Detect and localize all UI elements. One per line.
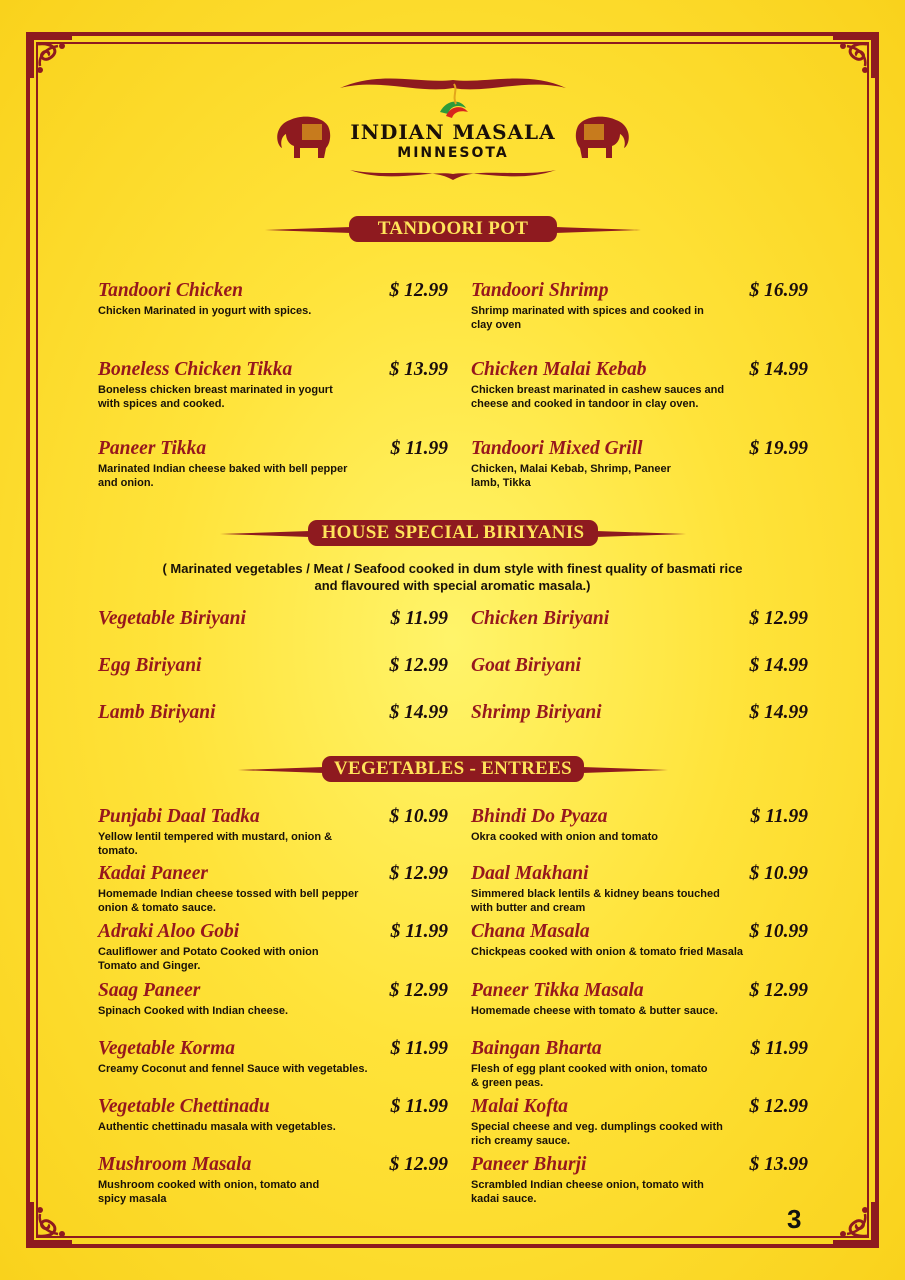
item-price: $ 12.99 — [749, 608, 808, 629]
item-price: $ 12.99 — [389, 863, 448, 884]
section-title: TANDOORI POT — [377, 218, 529, 239]
item-name: Vegetable Korma — [98, 1038, 236, 1059]
item-name: Adraki Aloo Gobi — [98, 921, 240, 942]
item-price: $ 16.99 — [749, 280, 808, 301]
item-name: Chicken Malai Kebab — [471, 359, 647, 380]
item-description: Yellow lentil tempered with mustard, onion & tomato. — [98, 831, 333, 857]
item-price: $ 11.99 — [390, 1096, 448, 1117]
corner-ornament-icon — [24, 30, 76, 82]
item-name: Paneer Tikka — [98, 438, 207, 459]
item-description: Simmered black lentils & kidney beans touched with butter and cream — [471, 888, 720, 914]
item-description: Shrimp marinated with spices and cooked in clay oven — [471, 305, 704, 331]
item-name: Paneer Tikka Masala — [471, 980, 644, 1001]
item-description: Homemade cheese with tomato & butter sauce. — [471, 1005, 718, 1017]
item-name: Lamb Biriyani — [98, 702, 216, 723]
section-title: HOUSE SPECIAL BIRIYANIS — [321, 522, 585, 543]
restaurant-logo — [270, 70, 636, 185]
item-price: $ 11.99 — [390, 921, 448, 942]
item-description: Special cheese and veg. dumplings cooked with rich creamy sauce. — [471, 1121, 723, 1147]
item-price: $ 13.99 — [749, 1154, 808, 1175]
item-price: $ 19.99 — [749, 438, 808, 459]
item-description: Okra cooked with onion and tomato — [471, 831, 659, 843]
item-price: $ 13.99 — [389, 359, 448, 380]
item-price: $ 14.99 — [749, 655, 808, 676]
item-name: Punjabi Daal Tadka — [98, 806, 260, 827]
item-price: $ 14.99 — [749, 359, 808, 380]
item-price: $ 10.99 — [749, 921, 808, 942]
item-description: Chicken Marinated in yogurt with spices. — [98, 305, 312, 317]
corner-ornament-icon — [829, 30, 881, 82]
item-name: Chana Masala — [471, 921, 590, 942]
item-description: Homemade Indian cheese tossed with bell pepper onion & tomato sauce. — [98, 888, 359, 914]
item-price: $ 10.99 — [749, 863, 808, 884]
item-price: $ 10.99 — [389, 806, 448, 827]
item-name: Malai Kofta — [471, 1096, 568, 1117]
item-price: $ 12.99 — [389, 655, 448, 676]
item-name: Tandoori Mixed Grill — [471, 438, 643, 459]
item-description: Chickpeas cooked with onion & tomato fried Masala — [471, 946, 743, 958]
item-name: Boneless Chicken Tikka — [98, 359, 293, 380]
item-name: Vegetable Biriyani — [98, 608, 246, 629]
item-price: $ 12.99 — [389, 280, 448, 301]
restaurant-name: INDIAN MASALA — [350, 120, 556, 144]
section-banner-tandoori — [265, 215, 641, 247]
corner-ornament-icon — [829, 1198, 881, 1250]
item-description: Spinach Cooked with Indian cheese. — [98, 1005, 289, 1017]
item-price: $ 12.99 — [389, 1154, 448, 1175]
item-description: Marinated Indian cheese baked with bell pepper and onion. — [98, 463, 348, 489]
item-name: Saag Paneer — [98, 980, 201, 1001]
item-price: $ 11.99 — [390, 438, 448, 459]
item-price: $ 14.99 — [389, 702, 448, 723]
section-title: VEGETABLES - ENTREES — [334, 758, 572, 779]
item-price: $ 12.99 — [389, 980, 448, 1001]
page-number: 3 — [787, 1204, 802, 1234]
biriyani-note: ( Marinated vegetables / Meat / Seafood cooked in dum style with finest quality of basmati rice and flavoured with special aromatic masala.) — [162, 561, 743, 593]
item-price: $ 14.99 — [749, 702, 808, 723]
elephant-icon — [272, 114, 336, 158]
item-name: Egg Biriyani — [98, 655, 202, 676]
item-price: $ 11.99 — [390, 608, 448, 629]
restaurant-location: MINNESOTA — [397, 145, 509, 161]
corner-ornament-icon — [24, 1198, 76, 1250]
item-description: Cauliflower and Potato Cooked with onion Tomato and Ginger. — [98, 946, 319, 972]
item-description: Boneless chicken breast marinated in yogurt with spices and cooked. — [98, 384, 333, 410]
item-price: $ 11.99 — [750, 806, 808, 827]
item-description: Chicken, Malai Kebab, Shrimp, Paneer lamb, Tikka — [471, 463, 671, 489]
item-name: Goat Biriyani — [471, 655, 581, 676]
item-name: Bhindi Do Pyaza — [471, 806, 608, 827]
item-price: $ 11.99 — [750, 1038, 808, 1059]
item-name: Kadai Paneer — [98, 863, 208, 884]
item-name: Tandoori Chicken — [98, 280, 244, 301]
item-name: Paneer Bhurji — [471, 1154, 587, 1175]
item-name: Daal Makhani — [471, 863, 589, 884]
item-name: Vegetable Chettinadu — [98, 1096, 270, 1117]
item-description: Flesh of egg plant cooked with onion, tomato & green peas. — [471, 1063, 708, 1089]
item-name: Tandoori Shrimp — [471, 280, 609, 301]
item-description: Scrambled Indian cheese onion, tomato with kadai sauce. — [471, 1179, 704, 1205]
item-description: Mushroom cooked with onion, tomato and spicy masala — [98, 1179, 320, 1205]
item-name: Shrimp Biriyani — [471, 702, 602, 723]
item-price: $ 12.99 — [749, 980, 808, 1001]
item-price: $ 11.99 — [390, 1038, 448, 1059]
item-name: Chicken Biriyani — [471, 608, 610, 629]
item-description: Authentic chettinadu masala with vegetables. — [98, 1121, 336, 1133]
item-name: Baingan Bharta — [471, 1038, 602, 1059]
elephant-icon — [570, 114, 634, 158]
item-description: Creamy Coconut and fennel Sauce with vegetables. — [98, 1063, 368, 1075]
item-price: $ 12.99 — [749, 1096, 808, 1117]
item-name: Mushroom Masala — [98, 1154, 252, 1175]
section-banner-biriyani — [220, 519, 686, 551]
section-banner-vegetables — [238, 755, 668, 787]
item-description: Chicken breast marinated in cashew sauces and cheese and cooked in tandoor in clay oven. — [471, 384, 725, 410]
